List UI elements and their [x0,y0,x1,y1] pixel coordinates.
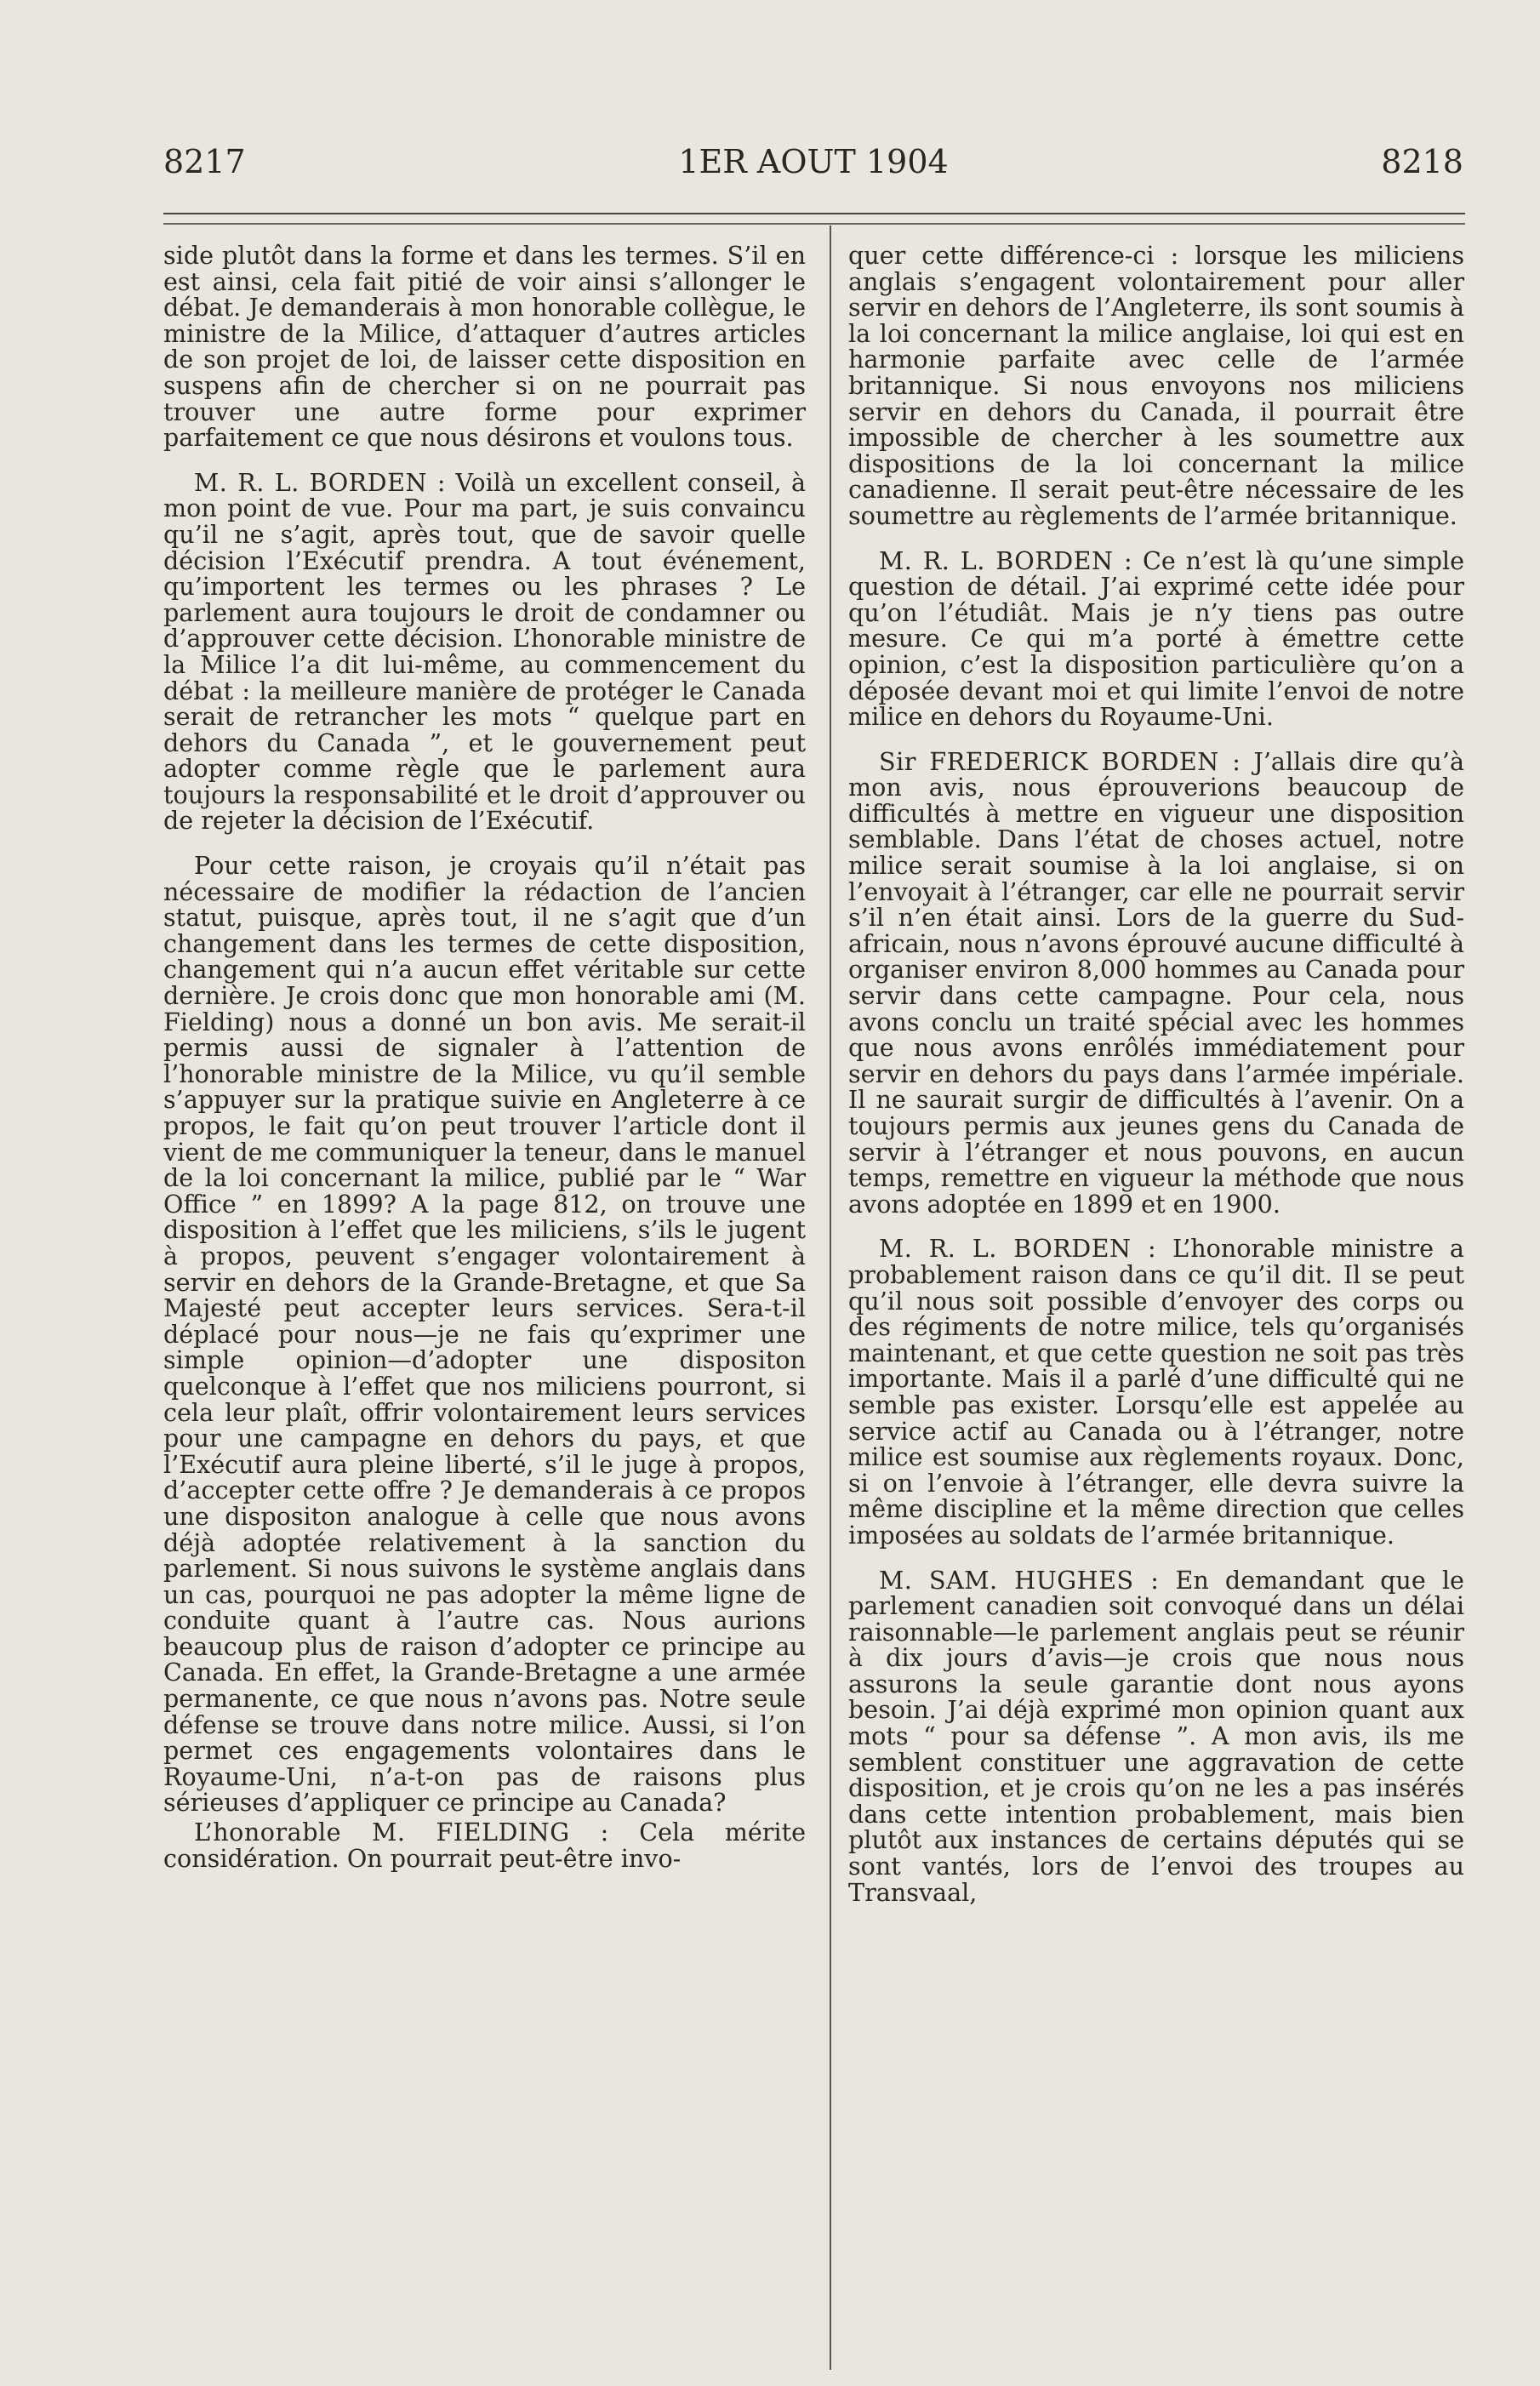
paragraph-text: Cela mérite considération. On pourrait peut-être invo- [163,1818,806,1873]
paragraph-text: side plutôt dans la forme et dans les termes. S’il en est ainsi, cela fait pitié de voir ainsi s’allonger le débat. Je demanderais à mon honorable collègue, le ministre de la Milice, d’attaquer d’autres articles de son projet de loi, de laisser cette disposition en suspens afin de chercher si on ne pourrait pas trouver une autre forme pour exprimer parfaitement ce que nous désirons et voulons tous. [163,241,806,453]
header-rule [163,213,1465,214]
paragraph [848,243,1464,529]
paragraph [163,1819,806,1871]
page-header [163,143,1463,194]
paragraph-text: quer cette différence-ci : lorsque les miliciens anglais s’engagent volontairement pour aller servir en dehors de l’Angleterre, ils sont soumis à la loi concernant la milice anglaise, loi qui est en harmonie parfaite avec celle de l’armée britannique. Si nous envoyons nos miliciens servir en dehors du Canada, il pourrait être impossible de chercher à les soumettre aux dispositions de la loi concernant la milice canadienne. Il serait peut-être nécessaire de les soumettre au règlements de l’armée britannique. [848,241,1464,530]
paragraph [848,1567,1464,1906]
paragraph-text: Pour cette raison, je croyais qu’il n’était pas nécessaire de modifier la rédaction de l’ancien statut, puisque, après tout, il ne s’agit que d’un changement dans les termes de cette disposition, changement qui n’a aucun effet véritable sur cette dernière. Je crois donc que mon honorable ami (M. Fielding) nous a donné un bon avis. Me serait-il permis aussi de signaler à l’attention de l’honorable ministre de la Milice, vu qu’il semble s’appuyer sur la pratique suivie en Angleterre à ce propos, le fait qu’on peut trouver l’article dont il vient de me communiquer la teneur, dans le manuel de la loi concernant la milice, publié par le “ War Office ” en 1899? A la page 812, on trouve une disposition à l’effet que les miliciens, s’ils le jugent à propos, peuvent s’engager volontairement à servir en dehors de la Grande-Bretagne, et que Sa Majesté peut accepter leurs services. Sera-t-il déplacé pour nous—je ne fais qu’exprimer une simple opinion—d’adopter une dispositon quelconque à l’effet que nos miliciens pourront, si cela leur plaît, offrir volontairement leurs services pour une campagne en dehors du pays, et que l’Exécutif aura pleine liberté, s’il le juge à propos, d’accepter cette offre ? Je demanderais à ce propos une dispositon analogue à celle que nous avons déjà adoptée relativement à la sanction du parlement. Si nous suivons le système anglais dans un cas, pourquoi ne pas adopter la même ligne de conduite quant à l’autre cas. Nous aurions beaucoup plus de raison d’adopter ce principe au Canada. En effet, la Grande-Bretagne a une armée permanente, ce que nous n’avons pas. Notre seule défense se trouve dans notre milice. Aussi, si l’on permet ces engagements volontaires dans le Royaume-Uni, n’a-t-on pas de raisons plus sérieuses d’appliquer ce principe au Canada? [163,851,806,1818]
left-column [163,243,806,1875]
speaker-name: M. SAM. HUGHES : [879,1565,1160,1595]
header-rule-secondary [163,223,1465,225]
paragraph [163,853,806,1816]
column-divider [830,225,831,2370]
paragraph [163,467,807,836]
paragraph-text: L’honorable ministre a probablement raison dans ce qu’il dit. Il se peut qu’il nous soit possible d’envoyer des corps ou des régiments de notre milice, tels qu’organisés maintenant, et que cette question ne soit pas très importante. Mais il a parlé d’une difficulté qui ne semble pas exister. Lorsqu’elle est appelée au service actif au Canada ou à l’étranger, notre milice est soumise aux règlements royaux. Donc, si on l’envoie à l’étranger, elle devra suivre la même discipline et la même direction que celles imposées au soldats de l’armée britannique. [848,1234,1464,1550]
paragraph [848,1236,1464,1548]
page-number-right: 8218 [1381,143,1463,180]
paragraph-text: Voilà un excellent conseil, à mon point de vue. Pour ma part, je suis convaincu qu’il ne s’agit, après tout, que de savoir quelle décision l’Exécutif prendra. A tout événement, qu’importent les termes ou les phrases ? Le parlement aura toujours le droit de condamner ou d’approuver cette décision. L’honorable ministre de la Milice l’a dit lui-même, au commencement du débat : la meilleure manière de protéger le Canada serait de retrancher les mots “ quelque part en dehors du Canada ”, et le gouvernement peut adopter comme règle que le parlement aura toujours la responsabilité et le droit d’approuver ou de rejeter la décision de l’Exécutif. [163,467,807,836]
speaker-name: Sir FREDERICK BORDEN : [879,746,1241,776]
speaker-name: M. R. L. BORDEN : [879,1234,1157,1264]
paragraph [848,746,1464,1219]
paragraph-text: J’allais dire qu’à mon avis, nous éprouverions beaucoup de difficultés à mettre en vigueur une disposition semblable. Dans l’état de choses actuel, notre milice serait soumise à la loi anglaise, si on l’envoyait à l’étranger, car elle ne pourrait servir s’il n’en était ainsi. Lors de la guerre du Sud-africain, nous n’avons éprouvé aucune difficulté à organiser environ 8,000 hommes au Canada pour servir dans cette campagne. Pour cela, nous avons conclu un traité spécial avec les hommes que nous avons enrôlés immédiatement pour servir en dehors du pays dans l’armée impériale. Il ne saurait surgir de difficultés à l’avenir. On a toujours permis aux jeunes gens du Canada de servir à l’étranger et nous pouvons, en aucun temps, remettre en vigueur la méthode que nous avons adoptée en 1899 et en 1900. [848,746,1464,1219]
paragraph-text: Ce n’est là qu’une simple question de détail. J’ai exprimé cette idée pour qu’on l’étudiât. Mais je n’y tiens pas outre mesure. Ce qui m’a porté à émettre cette opinion, c’est la disposition particulière qu’on a déposée devant moi et qui limite l’envoi de notre milice en dehors du Royaume-Uni. [848,545,1464,732]
paragraph-text: En demandant que le parlement canadien soit convoqué dans un délai raisonnable—le parlement anglais peut se réunir à dix jours d’avis—je crois que nous nous assurons la seule garantie dont nous ayons besoin. J’ai déjà exprimé mon opinion quant aux mots “ pour sa défense ”. A mon avis, ils me semblent constituer une aggravation de cette disposition, et je crois qu’on ne les a pas insérés dans cette intention probablement, mais bien plutôt aux instances de certains députés qui se sont vantés, lors de l’envoi des troupes au Transvaal, [848,1565,1464,1907]
page-number-left: 8217 [163,143,246,180]
speaker-name: M. R. L. BORDEN : [879,545,1133,575]
speaker-name: L’honorable M. FIELDING : [194,1818,609,1847]
paragraph [848,545,1464,732]
page-date: 1ER AOUT 1904 [678,143,949,180]
right-column [848,243,1464,1909]
paragraph [163,243,806,451]
speaker-name: M. R. L. BORDEN : [194,467,446,497]
